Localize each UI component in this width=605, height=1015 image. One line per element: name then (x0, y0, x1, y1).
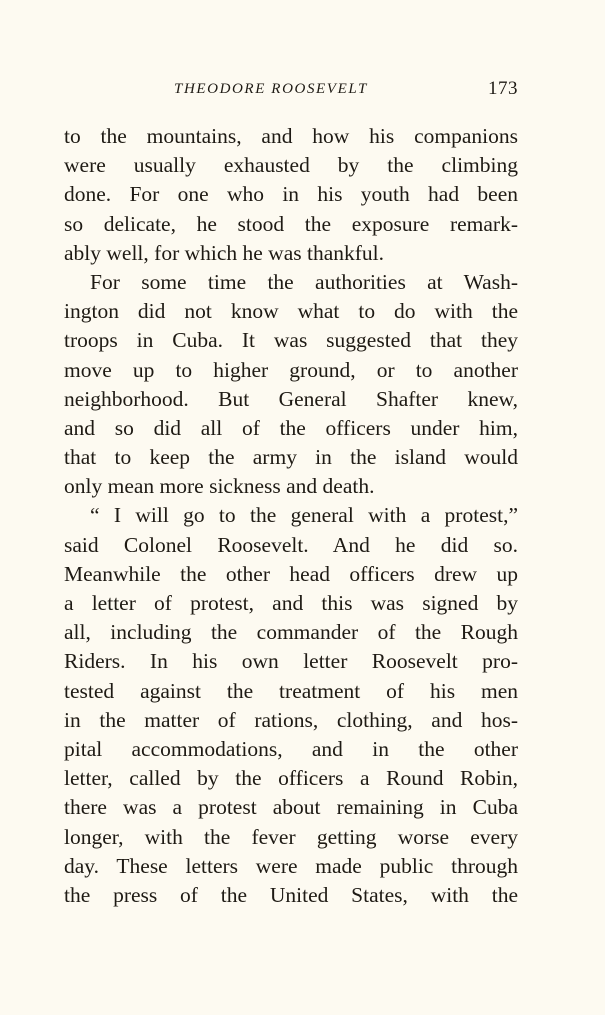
text-line: longer, with the fever getting worse every (64, 824, 518, 849)
text-line: troops in Cuba. It was suggested that they (64, 328, 518, 353)
text-line: said Colonel Roosevelt. And he did so. (64, 532, 518, 557)
text-line: in the matter of rations, clothing, and hos- (64, 707, 518, 732)
paragraph-first-line: For some time the authorities at Wash- (90, 269, 518, 294)
text-line: pital accommodations, and in the other (64, 736, 518, 761)
text-line: the press of the United States, with the (64, 882, 518, 907)
text-line: letter, called by the officers a Round Robin, (64, 766, 518, 791)
body-text (64, 122, 518, 910)
text-line: Riders. In his own letter Roosevelt pro- (64, 649, 518, 674)
running-title: THEODORE ROOSEVELT (174, 81, 368, 97)
text-line: were usually exhausted by the climbing (64, 153, 518, 178)
text-line: all, including the commander of the Rough (64, 620, 518, 645)
text-line: only mean more sickness and death. (64, 474, 375, 499)
paragraph-first-line: “ I will go to the general with a protest,” (90, 503, 518, 528)
page-number: 173 (488, 78, 518, 99)
text-line: tested against the treatment of his men (64, 678, 518, 703)
text-line: done. For one who in his youth had been (64, 182, 518, 207)
text-line: a letter of protest, and this was signed by (64, 591, 518, 615)
text-line: day. These letters were made public through (64, 853, 518, 878)
text-line: so delicate, he stood the exposure remark- (64, 211, 518, 236)
text-line: Meanwhile the other head officers drew up (64, 561, 518, 586)
text-line: neighborhood. But General Shafter knew, (64, 386, 518, 411)
text-line: to the mountains, and how his companions (64, 124, 518, 148)
running-head (64, 78, 518, 102)
text-line: move up to higher ground, or to another (64, 357, 518, 382)
text-line: there was a protest about remaining in Cuba (64, 795, 518, 820)
text-line: and so did all of the officers under him, (64, 415, 518, 440)
text-line: ington did not know what to do with the (64, 299, 518, 324)
text-line: that to keep the army in the island would (64, 445, 518, 470)
text-line: ably well, for which he was thankful. (64, 240, 385, 265)
